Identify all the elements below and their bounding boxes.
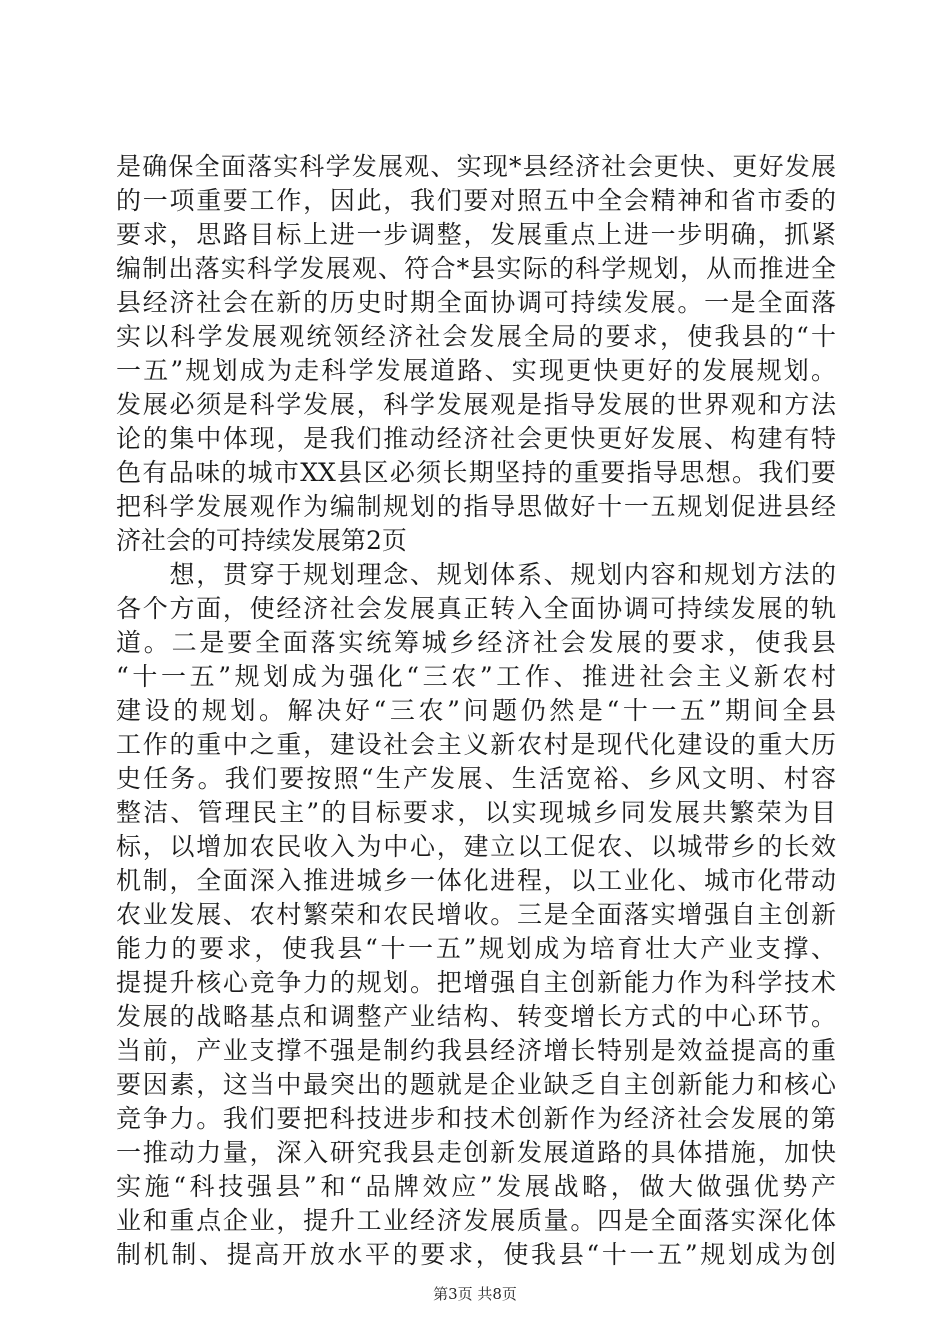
text-line: 制机制、提高开放水平的要求，使我县“十一五”规划成为创 [116,1240,836,1269]
text-line: 提提升核心竞争力的规划。把增强自主创新能力作为科学技术 [116,968,836,997]
text-line: 实施“科技强县”和“品牌效应”发展战略，做大做强优势产 [116,1172,836,1201]
text-line: 想，贯穿于规划理念、规划体系、规划内容和规划方法的 [116,560,836,589]
text-line: 标，以增加农民收入为中心，建立以工促农、以城带乡的长效 [116,832,836,861]
text-line: 竞争力。我们要把科技进步和技术创新作为经济社会发展的第 [116,1104,836,1133]
text-line: 整洁、管理民主”的目标要求，以实现城乡同发展共繁荣为目 [116,798,836,827]
text-line: 道。二是要全面落实统筹城乡经济社会发展的要求，使我县 [116,628,836,657]
text-line: 把科学发展观作为编制规划的指导思做好十一五规划促进县经 [116,492,836,521]
text-line: 一五”规划成为走科学发展道路、实现更快更好的发展规划。 [116,356,836,385]
text-line: 的一项重要工作，因此，我们要对照五中全会精神和省市委的 [116,186,836,215]
text-line: 要求，思路目标上进一步调整，发展重点上进一步明确，抓紧 [116,220,836,249]
text-line: 能力的要求，使我县“十一五”规划成为培育壮大产业支撑、 [116,934,836,963]
text-line: 建设的规划。解决好“三农”问题仍然是“十一五”期间全县 [116,696,836,725]
text-line: 农业发展、农村繁荣和农民增收。三是全面落实增强自主创新 [116,900,836,929]
text-line: 编制出落实科学发展观、符合*县实际的科学规划，从而推进全 [116,254,836,283]
text-line: 当前，产业支撑不强是制约我县经济增长特别是效益提高的重 [116,1036,836,1065]
text-line: 工作的重中之重，建设社会主义新农村是现代化建设的重大历 [116,730,836,759]
text-line: 发展必须是科学发展，科学发展观是指导发展的世界观和方法 [116,390,836,419]
text-line: “十一五”规划成为强化“三农”工作、推进社会主义新农村 [116,662,836,691]
body-text [116,150,836,1272]
text-line: 论的集中体现，是我们推动经济社会更快更好发展、构建有特 [116,424,836,453]
text-line: 实以科学发展观统领经济社会发展全局的要求，使我县的“十 [116,322,836,351]
text-line: 发展的战略基点和调整产业结构、转变增长方式的中心环节。 [116,1002,836,1031]
text-line: 要因素，这当中最突出的题就是企业缺乏自主创新能力和核心 [116,1070,836,1099]
text-line: 机制，全面深入推进城乡一体化进程，以工业化、城市化带动 [116,866,836,895]
page-footer: 第3页 共8页 [433,1285,517,1303]
text-line: 各个方面，使经济社会发展真正转入全面协调可持续发展的轨 [116,594,836,623]
text-line: 史任务。我们要按照“生产发展、生活宽裕、乡风文明、村容 [116,764,836,793]
text-line: 一推动力量，深入研究我县走创新发展道路的具体措施，加快 [116,1138,836,1167]
text-line: 是确保全面落实科学发展观、实现*县经济社会更快、更好发展 [116,152,836,181]
text-line: 业和重点企业，提升工业经济发展质量。四是全面落实深化体 [116,1206,836,1235]
text-line: 县经济社会在新的历史时期全面协调可持续发展。一是全面落 [116,288,836,317]
text-line: 济社会的可持续发展第2页 [116,526,407,555]
text-line: 色有品味的城市XX县区必须长期坚持的重要指导思想。我们要 [116,458,836,487]
